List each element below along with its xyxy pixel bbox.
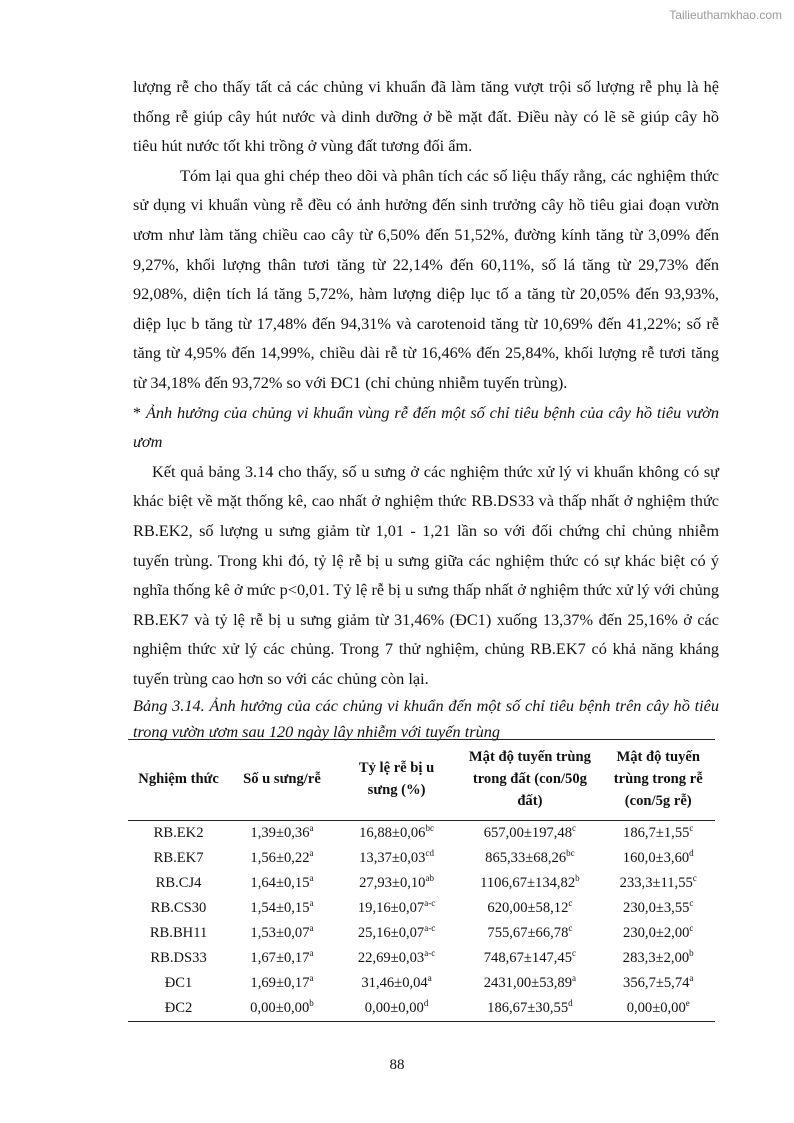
value-text: 620,00±58,12 — [487, 900, 569, 916]
table-header-row — [128, 740, 715, 821]
value-cell — [229, 971, 335, 996]
page-number: 88 — [389, 1057, 405, 1073]
significance-letter: c — [568, 923, 573, 933]
significance-letter: c — [689, 923, 694, 933]
value-cell — [229, 896, 335, 921]
significance-letter: c — [568, 898, 573, 908]
header-soil-density: Mật độ tuyến trùng trong đất (con/50g đất) — [458, 740, 601, 821]
significance-letter: a-c — [424, 898, 436, 908]
value-cell — [335, 921, 459, 946]
section-heading — [133, 398, 719, 457]
value-text: 19,16±0,07 — [357, 900, 425, 916]
treatment-name: RB.CJ4 — [155, 875, 202, 891]
value-cell — [458, 896, 601, 921]
table-caption: Bảng 3.14. Ảnh hưởng của các chủng vi khuẩn đến một số chỉ tiêu bệnh trên cây hồ tiêu trong vườn ươm sau 120 ngày lây nhiễm với tuyến trùng — [133, 696, 719, 742]
value-cell — [458, 971, 601, 996]
value-cell — [458, 946, 601, 971]
value-text: 2431,00±53,89 — [483, 975, 573, 991]
value-text: 1106,67±134,82 — [480, 875, 576, 891]
value-cell — [229, 996, 335, 1022]
significance-letter: a-c — [424, 948, 436, 958]
value-text: 0,00±0,00 — [364, 1000, 424, 1016]
value-text: 160,0±3,60 — [622, 850, 690, 866]
document-body — [133, 72, 719, 745]
treatment-name: RB.EK7 — [153, 850, 204, 866]
header-gall-count: Số u sưng/rễ — [229, 740, 335, 821]
value-text: 865,33±68,26 — [485, 850, 567, 866]
significance-letter: c — [572, 823, 577, 833]
significance-letter: a — [427, 973, 432, 983]
significance-letter: b — [309, 998, 314, 1008]
value-cell — [335, 996, 459, 1022]
significance-letter: a — [309, 923, 314, 933]
treatment-name: RB.CS30 — [150, 900, 207, 916]
value-text: 233,3±11,55 — [619, 875, 693, 891]
value-text: 230,0±3,55 — [623, 900, 690, 916]
value-text: 1,69±0,17 — [250, 975, 310, 991]
value-text: 657,00±197,48 — [483, 825, 573, 841]
value-cell — [335, 871, 459, 896]
significance-letter: a — [309, 873, 314, 883]
value-cell — [601, 821, 715, 847]
value-cell — [335, 821, 459, 847]
header-gall-rate: Tỷ lệ rễ bị u sưng (%) — [335, 740, 459, 821]
table-row — [128, 871, 715, 896]
significance-letter: b — [689, 948, 694, 958]
value-cell — [601, 996, 715, 1022]
heading-text: Ảnh hưởng của chủng vi khuẩn vùng rễ đến một số chỉ tiêu bệnh của cây hồ tiêu vườn ươm — [133, 402, 720, 452]
paragraph-3: Kết quả bảng 3.14 cho thấy, số u sưng ở các nghiệm thức xử lý vi khuẩn không có sự khác biệt về mặt thống kê, cao nhất ở nghiệm thức RB.DS33 và thấp nhất ở nghiệm thức RB.EK2, số lượng u sưng giảm từ 1,01 - 1,21 lần so với đối chứng chỉ chủng nhiễm tuyến trùng. Trong khi đó, tỷ lệ rễ bị u sưng giữa các nghiệm thức có sự khác biệt có ý nghĩa thống kê ở mức p<0,01. Tỷ lệ rễ bị u sưng thấp nhất ở nghiệm thức xử lý với chủng RB.EK7 và tỷ lệ rễ bị u sưng giảm từ 31,46% (ĐC1) xuống 13,37% đến 25,16% ở các nghiệm thức xử lý các chủng. Trong 7 thử nghiệm, chủng RB.EK7 có khả năng kháng tuyến trùng cao hơn so với các chủng còn lại. — [133, 461, 719, 688]
value-cell — [601, 871, 715, 896]
table-row — [128, 846, 715, 871]
significance-letter: e — [685, 998, 690, 1008]
value-cell — [458, 921, 601, 946]
value-text: 1,54±0,15 — [250, 900, 310, 916]
significance-letter: c — [572, 948, 577, 958]
significance-letter: c — [689, 898, 694, 908]
significance-letter: d — [423, 998, 429, 1008]
value-text: 283,3±2,00 — [622, 950, 690, 966]
significance-letter: bc — [566, 848, 575, 858]
value-cell — [229, 946, 335, 971]
value-text: 16,88±0,06 — [359, 825, 426, 841]
value-text: 1,67±0,17 — [250, 950, 310, 966]
significance-letter: a — [309, 973, 314, 983]
significance-letter: c — [689, 823, 694, 833]
significance-letter: a-c — [424, 923, 436, 933]
significance-letter: a — [689, 973, 694, 983]
value-text: 1,53±0,07 — [250, 925, 310, 941]
value-text: 748,67±147,45 — [483, 950, 573, 966]
table-row — [128, 996, 715, 1022]
value-text: 356,7±5,74 — [623, 975, 690, 991]
value-cell — [601, 846, 715, 871]
value-cell — [458, 996, 601, 1022]
table-row — [128, 971, 715, 996]
value-text: 0,00±0,00 — [250, 1000, 310, 1016]
watermark-text: Tailieuthamkhao.com — [669, 8, 782, 22]
value-cell — [601, 971, 715, 996]
treatment-name: ĐC1 — [164, 975, 193, 991]
results-table — [128, 739, 715, 1022]
value-cell — [335, 946, 459, 971]
value-cell — [458, 821, 601, 847]
table-row — [128, 821, 715, 847]
value-cell — [229, 821, 335, 847]
treatment-name: RB.DS33 — [150, 950, 207, 966]
value-cell — [458, 871, 601, 896]
paragraph-2: Tóm lại qua ghi chép theo dõi và phân tích các số liệu thấy rằng, các nghiệm thức sử dụng vi khuẩn vùng rễ đều có ảnh hưởng đến sinh trưởng cây hồ tiêu giai đoạn vườn ươm như làm tăng chiều cao cây từ 6,50% đến 51,52%, đường kính tăng từ 3,09% đến 9,27%, khối lượng thân tươi tăng từ 22,14% đến 60,11%, số lá tăng từ 29,73% đến 92,08%, diện tích lá tăng 5,72%, hàm lượng diệp lục tố a tăng từ 20,05% đến 93,93%, diệp lục b tăng từ 17,48% đến 94,31% và carotenoid tăng từ 10,69% đến 41,22%; số rễ tăng từ 4,95% đến 14,99%, chiều dài rễ từ 16,46% đến 25,84%, khối lượng rễ tươi tăng từ 34,18% đến 93,72% so với ĐC1 (chỉ chủng nhiễm tuyến trùng). — [133, 165, 719, 392]
value-text: 31,46±0,04 — [361, 975, 428, 991]
significance-letter: a — [572, 973, 577, 983]
header-treatment: Nghiệm thức — [128, 740, 229, 821]
value-cell — [335, 846, 459, 871]
significance-letter: bc — [425, 823, 434, 833]
value-cell — [601, 896, 715, 921]
significance-letter: b — [575, 873, 580, 883]
significance-letter: a — [309, 823, 314, 833]
paragraph-1: lượng rễ cho thấy tất cả các chủng vi khuẩn đã làm tăng vượt trội số lượng rễ phụ là hệ thống rễ giúp cây hút nước và dinh dưỡng ở bề mặt đất. Điều này có lẽ sẽ giúp cây hồ tiêu hút nước tốt khi trồng ở vùng đất tương đối ẩm. — [133, 77, 719, 156]
table-row — [128, 921, 715, 946]
significance-letter: ab — [425, 873, 434, 883]
table-row — [128, 946, 715, 971]
value-text: 186,67±30,55 — [487, 1000, 569, 1016]
significance-letter: a — [309, 948, 314, 958]
value-cell — [458, 846, 601, 871]
value-text: 186,7±1,55 — [623, 825, 690, 841]
value-text: 1,39±0,36 — [250, 825, 310, 841]
significance-letter: d — [689, 848, 694, 858]
value-cell — [229, 846, 335, 871]
value-text: 755,67±66,78 — [487, 925, 569, 941]
value-text: 230,0±2,00 — [623, 925, 690, 941]
significance-letter: a — [309, 898, 314, 908]
value-text: 27,93±0,10 — [359, 875, 426, 891]
value-text: 1,56±0,22 — [250, 850, 310, 866]
significance-letter: c — [692, 873, 697, 883]
table-body — [128, 821, 715, 1022]
value-cell — [601, 946, 715, 971]
table-row — [128, 896, 715, 921]
value-cell — [601, 921, 715, 946]
value-cell — [229, 871, 335, 896]
value-text: 22,69±0,03 — [357, 950, 425, 966]
significance-letter: cd — [425, 848, 434, 858]
value-cell — [335, 971, 459, 996]
value-text: 0,00±0,00 — [626, 1000, 686, 1016]
value-cell — [229, 921, 335, 946]
header-root-density: Mật độ tuyến trùng trong rễ (con/5g rễ) — [601, 740, 715, 821]
value-text: 1,64±0,15 — [250, 875, 310, 891]
treatment-name: RB.BH11 — [149, 925, 208, 941]
treatment-name: ĐC2 — [128, 996, 229, 1022]
value-text: 13,37±0,03 — [359, 850, 426, 866]
significance-letter: a — [309, 848, 314, 858]
heading-star: * — [133, 402, 142, 422]
value-cell — [335, 896, 459, 921]
significance-letter: d — [568, 998, 573, 1008]
treatment-name: RB.EK2 — [153, 825, 204, 841]
value-text: 25,16±0,07 — [357, 925, 425, 941]
